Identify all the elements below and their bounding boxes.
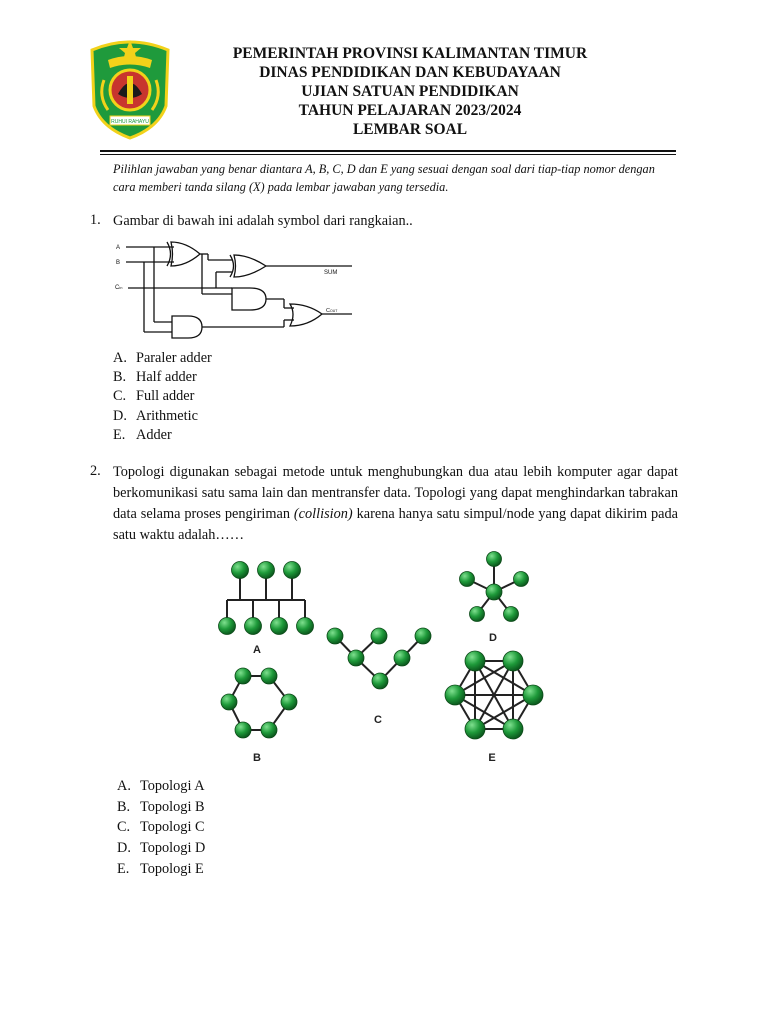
header-divider — [100, 150, 676, 152]
option-letter: D. — [113, 407, 127, 424]
question-2-option-c[interactable] — [117, 817, 205, 838]
header-line-3: UJIAN SATUAN PENDIDIKAN — [301, 83, 519, 100]
option-text: Adder — [136, 426, 172, 443]
topology-label-b: B — [253, 752, 261, 764]
question-1-text: Gambar di bawah ini adalah symbol dari rangkaian.. — [113, 213, 413, 229]
question-2-text — [113, 462, 678, 546]
option-text: Full adder — [136, 388, 195, 405]
question-1-option-b[interactable] — [113, 368, 212, 387]
question-1-option-a[interactable] — [113, 349, 212, 368]
topology-label-c: C — [374, 714, 382, 726]
svg-text:Cin — [115, 285, 122, 291]
option-text: Paraler adder — [136, 350, 212, 366]
question-2-option-d[interactable] — [117, 838, 205, 859]
question-2-text-italic: (collision) — [293, 506, 353, 522]
header-line-2: DINAS PENDIDIKAN DAN KEBUDAYAAN — [259, 64, 561, 81]
question-2-option-b[interactable] — [117, 797, 205, 818]
question-2-option-a[interactable] — [117, 776, 205, 797]
document-header — [190, 44, 630, 139]
svg-text:COUT — [326, 308, 338, 314]
question-1-option-c[interactable] — [113, 387, 212, 406]
input-a-label: A — [116, 245, 121, 251]
option-letter: B. — [113, 369, 127, 386]
question-1-option-e[interactable] — [113, 426, 212, 445]
input-cin-subscript: in — [119, 285, 123, 290]
option-text: Topologi B — [140, 798, 205, 815]
header-line-1: PEMERINTAH PROVINSI KALIMANTAN TIMUR — [232, 45, 588, 62]
header-line-4: TAHUN PELAJARAN 2023/2024 — [298, 102, 522, 119]
option-text: Topologi C — [140, 819, 205, 836]
option-letter: A. — [113, 350, 127, 366]
option-letter: E. — [113, 426, 126, 443]
cout-output-subscript: OUT — [329, 309, 338, 313]
header-line-5: LEMBAR SOAL — [352, 121, 468, 138]
cout-output-label: C — [326, 308, 330, 314]
option-text: Topologi A — [140, 778, 205, 794]
instruction-text: Pilihlan jawaban yang benar diantara A, B, C, D dan E yang sesuai dengan soal dari tiap-tiap nomor dengan cara memberi tanda silang (X) pada lembar jawaban yang tersedia. — [113, 162, 655, 194]
option-text: Topologi D — [140, 840, 206, 857]
question-2-option-e[interactable] — [117, 859, 205, 880]
full-adder-circuit-diagram — [112, 236, 358, 351]
header-divider-thin — [100, 154, 676, 155]
option-letter: E. — [117, 860, 130, 877]
question-1-option-d[interactable] — [113, 407, 212, 426]
question-1-options — [113, 349, 212, 445]
option-letter: A. — [117, 778, 131, 794]
option-text: Half adder — [136, 369, 197, 386]
input-b-label: B — [116, 260, 121, 266]
question-2-number: 2. — [90, 463, 101, 479]
option-letter: D. — [117, 840, 131, 857]
option-text: Arithmetic — [136, 407, 198, 424]
question-2-text-main: Topologi digunakan sebagai metode untuk menghubungkan dua atau lebih komputer agar dapat berkomunikasi satu sama lain dan mentransfer data. Topologi yang dapat menghindarkan tabrakan data selama proses pengiriman — [113, 464, 678, 522]
network-topologies-figure — [205, 546, 555, 773]
sum-output-label: SUM — [324, 270, 338, 276]
option-text: Topologi E — [140, 860, 204, 877]
option-letter: C. — [117, 819, 131, 836]
question-2-options — [117, 776, 205, 880]
topology-label-e: E — [488, 752, 496, 764]
input-cin-label: C — [115, 285, 120, 291]
province-logo — [88, 36, 172, 140]
option-letter: B. — [117, 798, 131, 815]
logo-motto-text: RUHUI RAHAYU — [111, 119, 149, 125]
question-2-text-end: karena hanya satu simpul/node yang dapat dikirim pada satu waktu adalah…… — [113, 506, 678, 543]
question-1-number: 1. — [90, 212, 101, 228]
option-letter: C. — [113, 388, 127, 405]
topology-label-a: A — [253, 644, 261, 656]
topology-label-d: D — [489, 632, 497, 644]
